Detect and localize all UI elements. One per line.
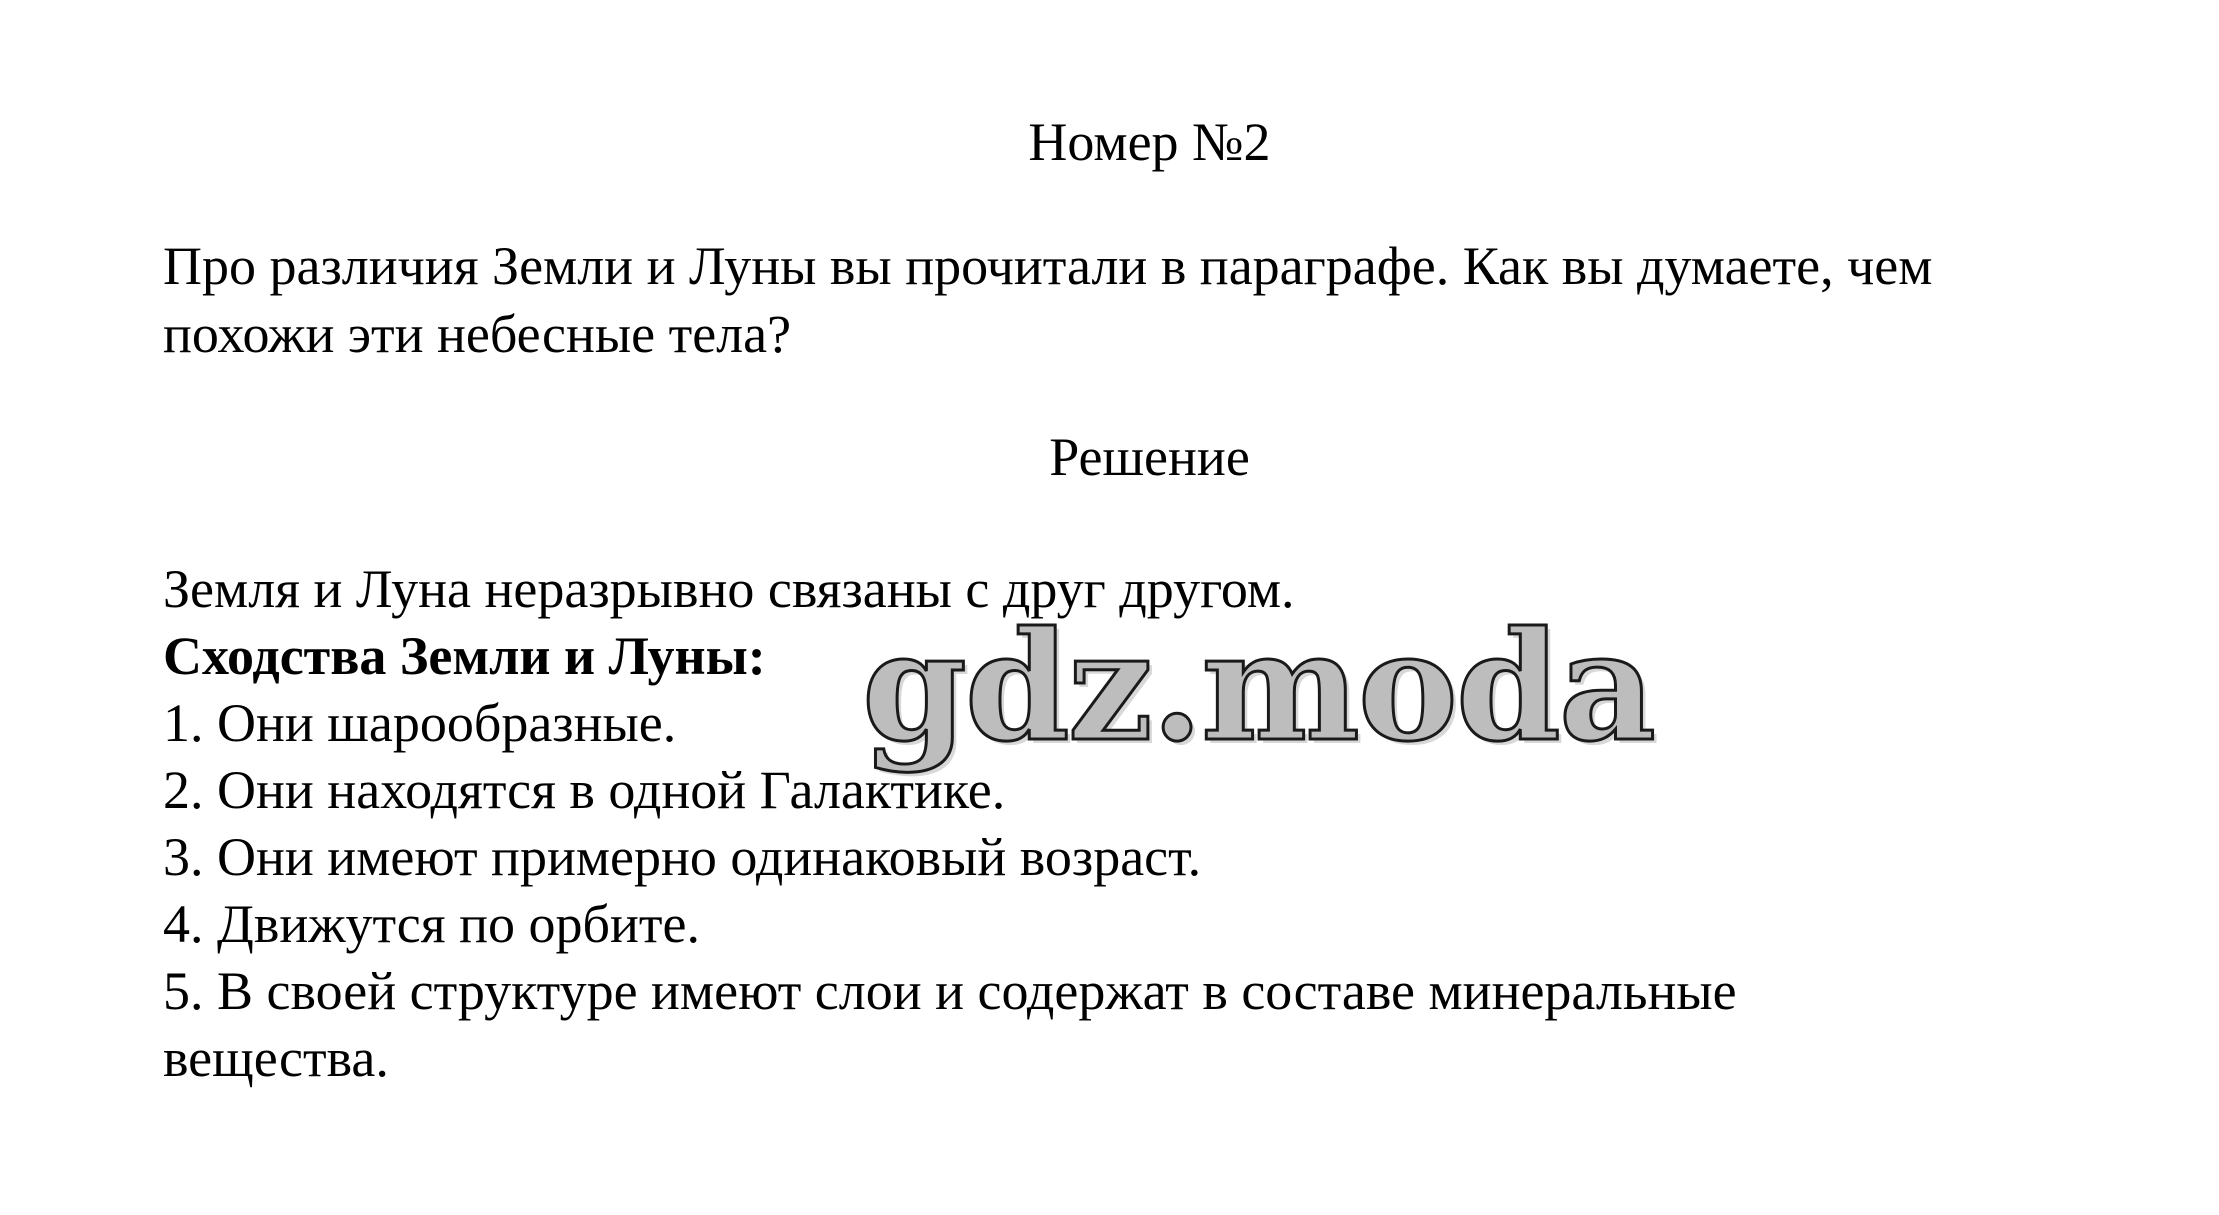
list-item: 4. Движутся по орбите. [163, 894, 700, 954]
solution-heading: Решение [1049, 427, 1250, 487]
watermark-logo: gdz.moda [862, 599, 1655, 775]
question-text: Про различия Земли и Луны вы прочитали в параграфе. Как вы думаете, чем похожи эти небесные тела? [163, 236, 1933, 364]
page-title: Номер №2 [1028, 112, 1271, 172]
similarities-heading: Сходства Земли и Луны: [163, 626, 766, 686]
list-item: 5. В своей структуре имеют слои и содержат в составе минеральные вещества. [163, 961, 1737, 1088]
list-item: 3. Они имеют примерно одинаковый возраст. [163, 827, 1202, 887]
list-item: 2. Они находятся в одной Галактике. [163, 760, 1006, 820]
solution-body [163, 556, 2083, 1092]
solution-intro: Земля и Луна неразрывно связаны с друг другом. [163, 559, 1295, 619]
list-item: 1. Они шарообразные. [163, 693, 677, 753]
